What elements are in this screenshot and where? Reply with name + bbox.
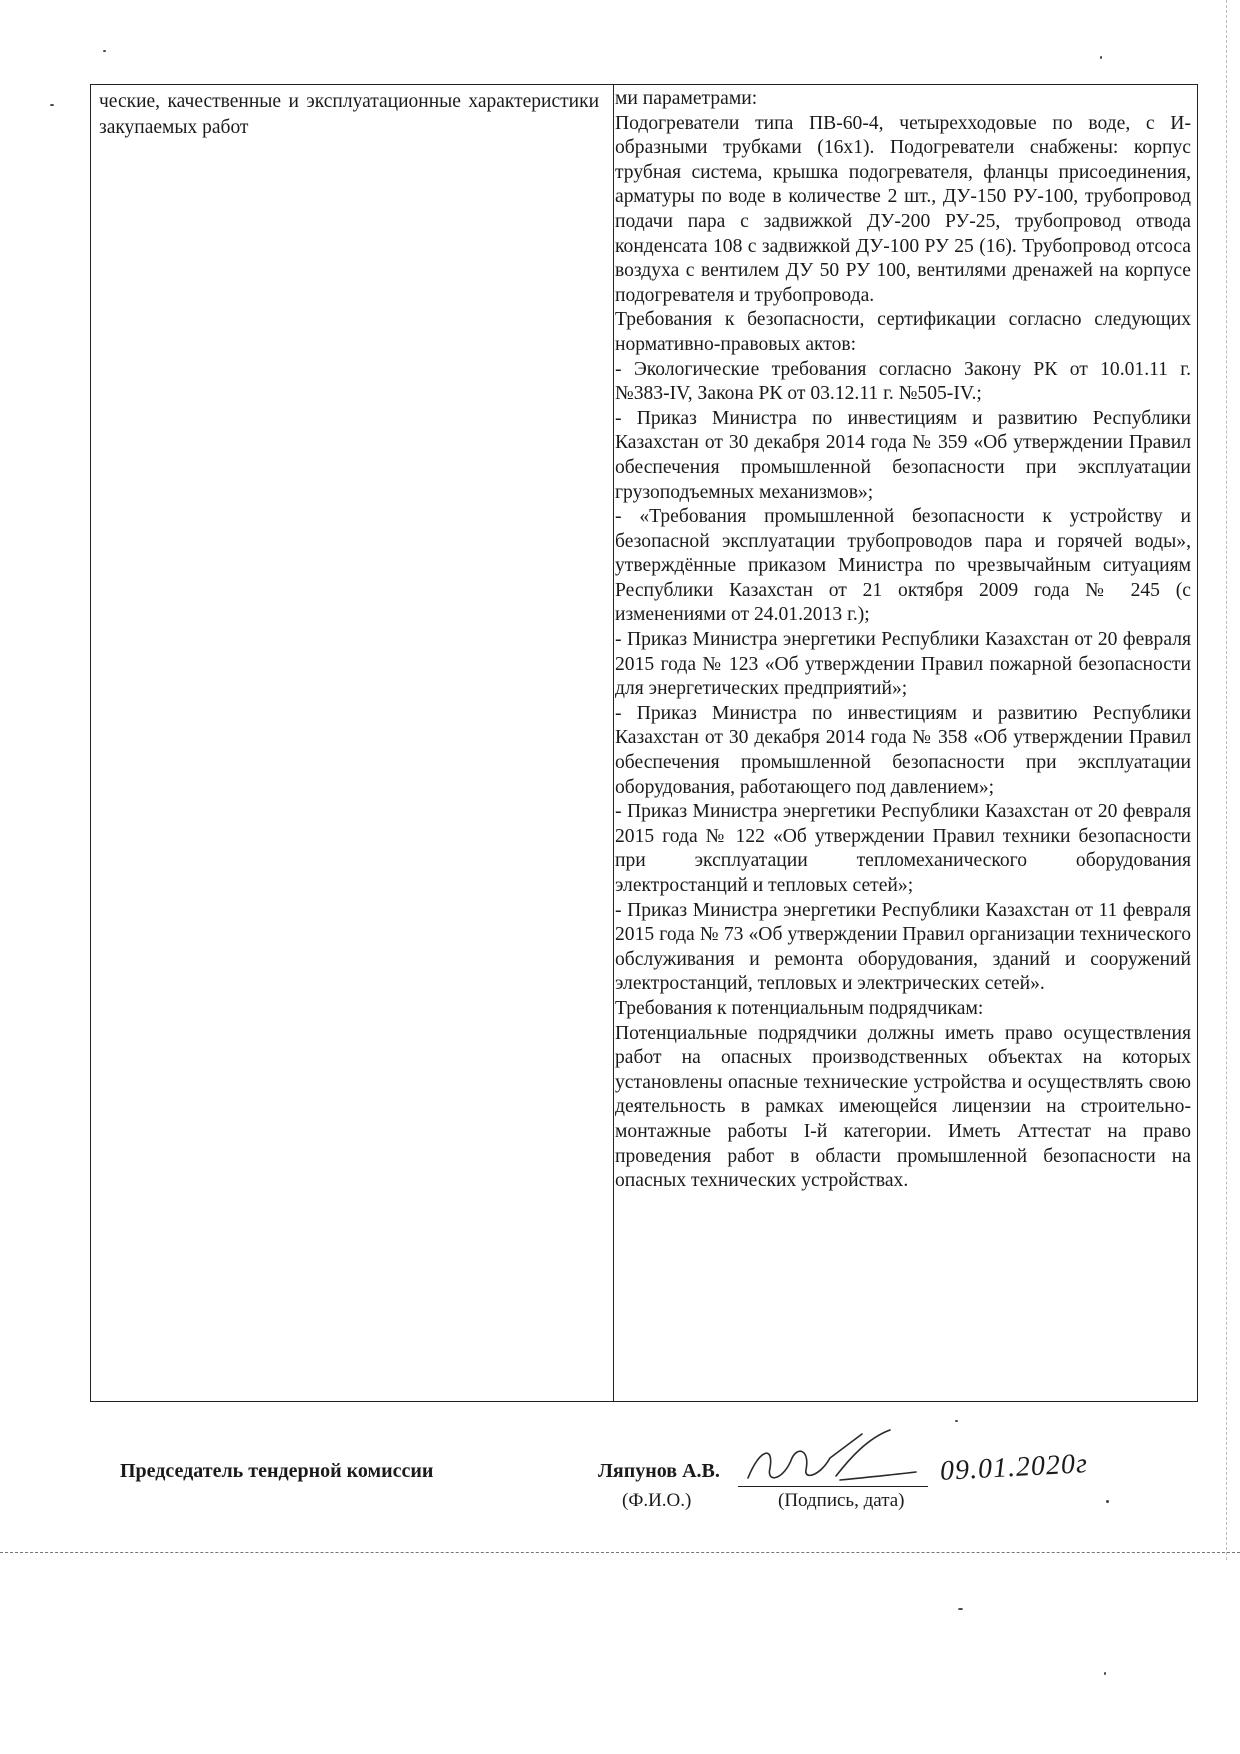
requirement-order-122: - Приказ Министра энергетики Республики Казахстан от 20 февраля 2015 года № 122 «Об утверждении Правил техники безопасности при эксплуатации тепломеханического оборудования электростанций и тепловых сетей»; <box>615 801 1191 896</box>
requirement-order-358: - Приказ Министра по инвестициям и развитию Республики Казахстан от 30 декабря 2014 года № 358 «Об утверждении Правил обеспечения промышленной безопасности при эксплуатации оборудования, работающего под давлением»; <box>615 702 1191 798</box>
scan-speck <box>955 1420 958 1422</box>
handwritten-signature <box>740 1428 940 1494</box>
requirement-order-123: - Приказ Министра энергетики Республики Казахстан от 20 февраля 2015 года № 123 «Об утверждении Правил пожарной безопасности для энергетических предприятий»; <box>615 629 1191 700</box>
requirements-table <box>90 84 1198 1402</box>
scan-speck <box>1100 56 1102 59</box>
scan-speck <box>103 50 106 52</box>
right-cell <box>615 87 1191 1399</box>
scan-speck <box>50 104 54 106</box>
scan-speck <box>958 1608 963 1610</box>
fio-caption: (Ф.И.О.) <box>622 1490 692 1511</box>
signature-block <box>0 1448 1240 1526</box>
heater-description: Подогреватели типа ПВ-60-4, четырехходовые по воде, с И-образными трубками (16х1). Подогреватели снабжены: корпус трубная система, крышка подогревателя, фланцы присоединения, арматуры по воде в количестве 2 шт., ДУ-150 РУ-100, трубопровод подачи пара с задвижкой ДУ-200 РУ-25, трубопровод отвода конденсата 108 с задвижкой ДУ-100 РУ 25 (16). Трубопровод отсоса воздуха с вентилем ДУ 50 РУ 100, вентилями дренажей на корпусе подогревателя и трубопровода. <box>615 112 1191 306</box>
page-edge-artifact <box>1226 0 1227 1560</box>
safety-requirements-heading: Требования к безопасности, сертификации согласно следующих нормативно-правовых актов: <box>615 309 1191 355</box>
params-continuation: ми параметрами: <box>615 88 758 109</box>
left-cell: ческие, качественные и эксплуатационные характеристики закупаемых работ <box>99 91 599 138</box>
signature-date: 09.01.2020г <box>939 1448 1089 1487</box>
requirement-order-73: - Приказ Министра энергетики Республики Казахстан от 11 февраля 2015 года № 73 «Об утверждении Правил организации технического обслуживания и ремонта оборудования, зданий и сооружений электростанций, тепловых и электрических сетей». <box>615 899 1191 995</box>
requirement-pipelines: - «Требования промышленной безопасности к устройству и безопасной эксплуатации трубопроводов пара и горячей воды», утверждённые приказом Министра по чрезвычайным ситуациям Республики Казахстан от 21 октября 2009 года № 245 (с изменениями от 24.01.2013 г.); <box>615 506 1191 626</box>
commission-chair-title: Председатель тендерной комиссии <box>120 1460 434 1482</box>
chair-name: Ляпунов А.В. <box>598 1460 720 1482</box>
dashed-separator <box>0 1552 1240 1553</box>
signature-caption: (Подпись, дата) <box>778 1490 905 1511</box>
scan-speck <box>1106 1500 1109 1503</box>
contractor-requirements-heading: Требования к потенциальным подрядчикам: <box>615 997 984 1019</box>
column-divider <box>613 85 614 1401</box>
contractor-requirements-text: Потенциальные подрядчики должны иметь право осуществления работ на опасных производственных объектах на которых установлены опасные технические устройства и осуществлять свою деятельность в рамках имеющейся лицензии на строительно-монтажные работы I-й категории. Иметь Аттестат на право проведения работ в области промышленной безопасности на опасных технических устройствах. <box>615 1022 1191 1192</box>
requirement-ecology: - Экологические требования согласно Закону РК от 10.01.11 г. №383-IV, Закона РК от 03.12.11 г. №505-IV.; <box>615 358 1191 405</box>
scan-speck <box>1104 1672 1106 1675</box>
requirement-order-359: - Приказ Министра по инвестициям и развитию Республики Казахстан от 30 декабря 2014 года № 359 «Об утверждении Правил обеспечения промышленной безопасности при эксплуатации грузоподъемных механизмов»; <box>615 407 1191 503</box>
